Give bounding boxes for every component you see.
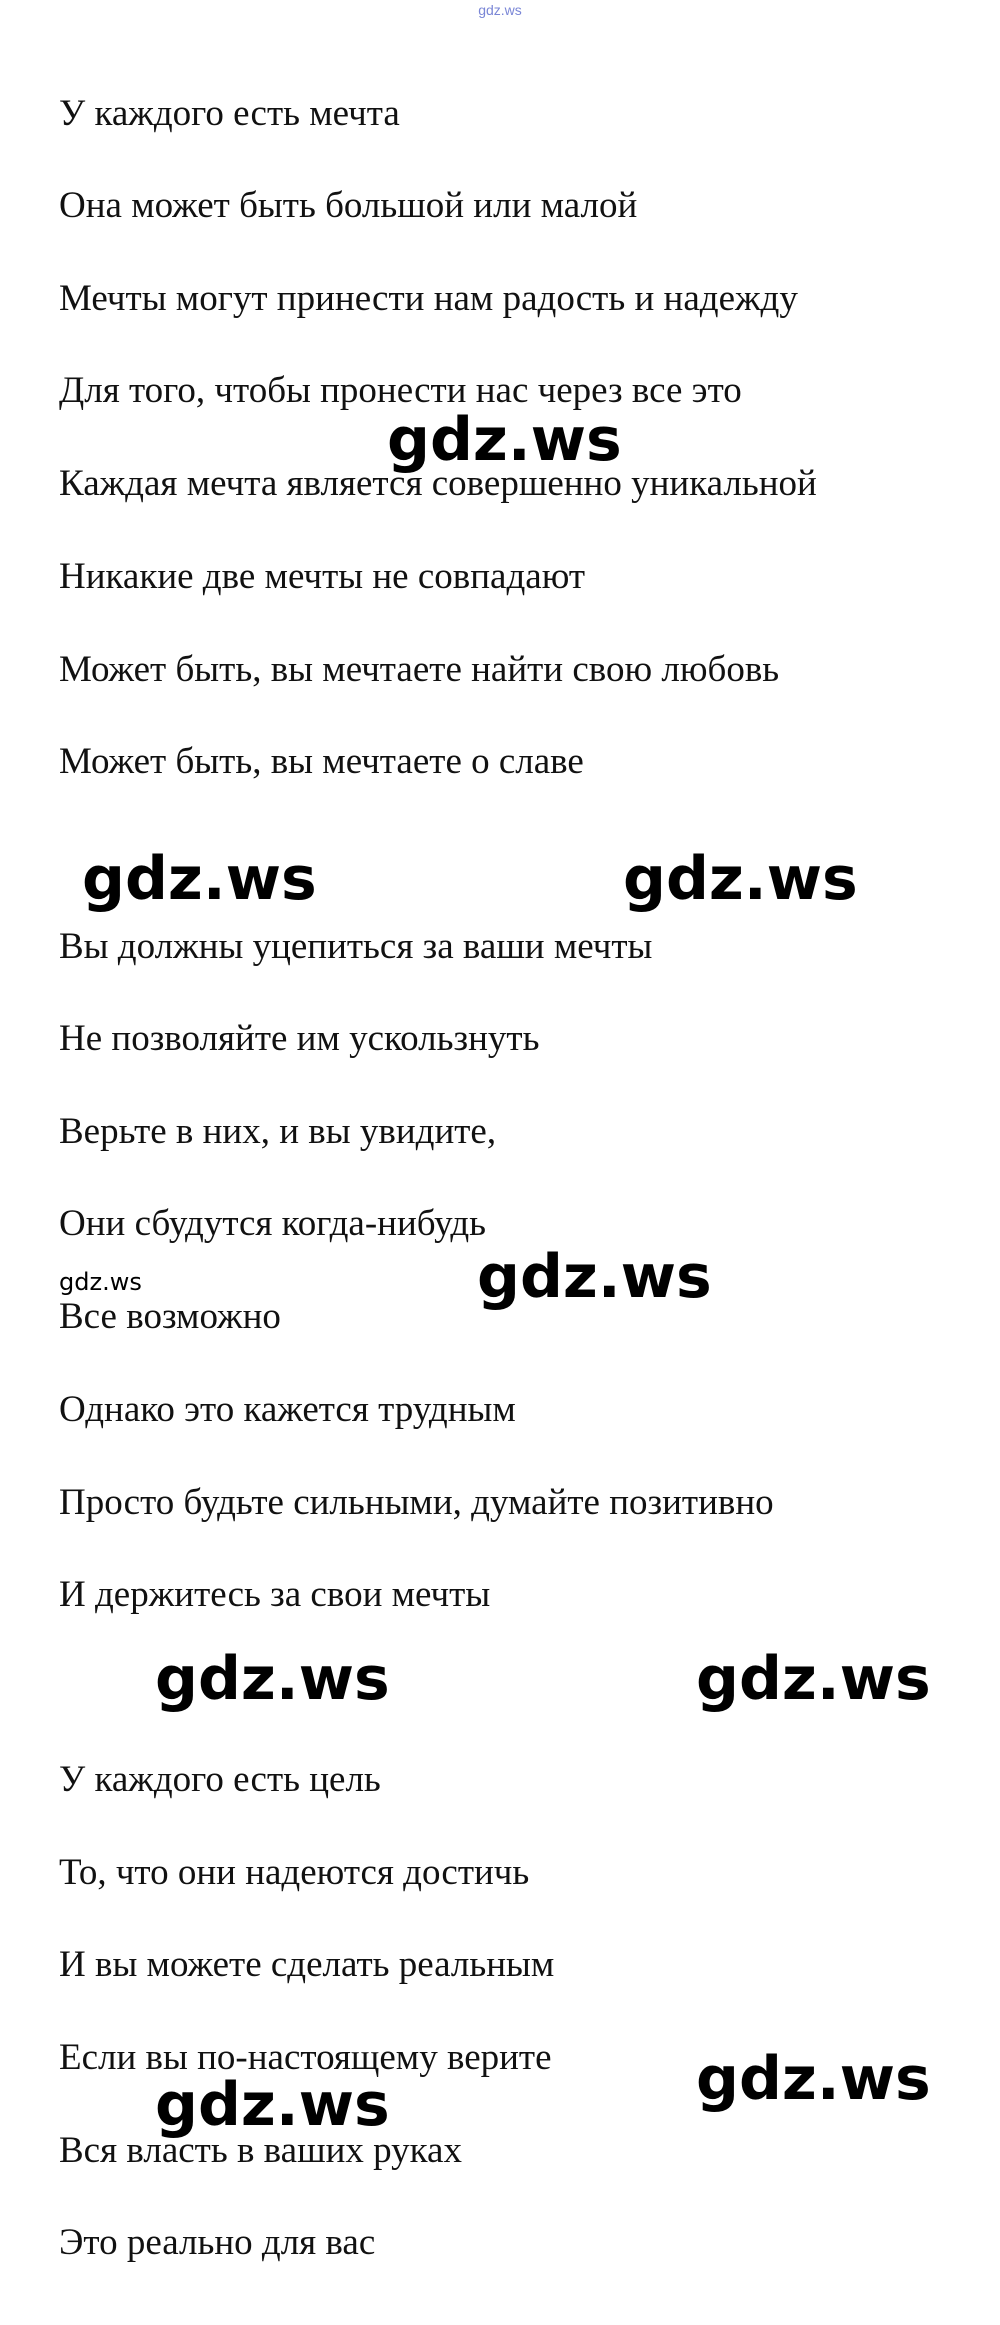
poem-line-10: Не позволяйте им ускользнуть [59,1018,540,1059]
poem-line-3: Мечты могут принести нам радость и надежду [59,278,798,319]
poem-line-20: Если вы по-настоящему верите [59,2037,552,2078]
watermark: gdz.ws [696,2044,931,2114]
poem-line-15: Просто будьте сильными, думайте позитивно [59,1482,774,1523]
poem-line-2: Она может быть большой или малой [59,185,638,226]
watermark-small: gdz.ws [59,1268,142,1296]
watermark: gdz.ws [387,405,622,475]
site-mark-top: gdz.ws [478,2,522,18]
watermark: gdz.ws [696,1644,931,1714]
poem-line-19: И вы можете сделать реальным [59,1944,555,1985]
poem-line-17: У каждого есть цель [59,1759,381,1800]
poem-line-16: И держитесь за свои мечты [59,1574,491,1615]
poem-line-5: Каждая мечта является совершенно уникальной [59,463,817,504]
poem-line-1: У каждого есть мечта [59,93,400,134]
poem-line-11: Верьте в них, и вы увидите, [59,1111,497,1152]
poem-line-7: Может быть, вы мечтаете найти свою любовь [59,649,780,690]
watermark: gdz.ws [477,1242,712,1312]
poem-line-6: Никакие две мечты не совпадают [59,556,586,597]
watermark: gdz.ws [155,1644,390,1714]
poem-line-8: Может быть, вы мечтаете о славе [59,741,584,782]
watermark: gdz.ws [82,844,317,914]
poem-line-12: Они сбудутся когда-нибудь [59,1203,487,1244]
poem-line-18: То, что они надеются достичь [59,1852,530,1893]
poem-line-9: Вы должны уцепиться за ваши мечты [59,926,653,967]
poem-line-14: Однако это кажется трудным [59,1389,516,1430]
watermark: gdz.ws [155,2070,390,2140]
poem-line-21: Вся власть в ваших руках [59,2130,462,2171]
poem-line-22: Это реально для вас [59,2222,376,2263]
watermark: gdz.ws [623,844,858,914]
poem-line-4: Для того, чтобы пронести нас через все это [59,370,742,411]
poem-line-13: Все возможно [59,1296,281,1337]
